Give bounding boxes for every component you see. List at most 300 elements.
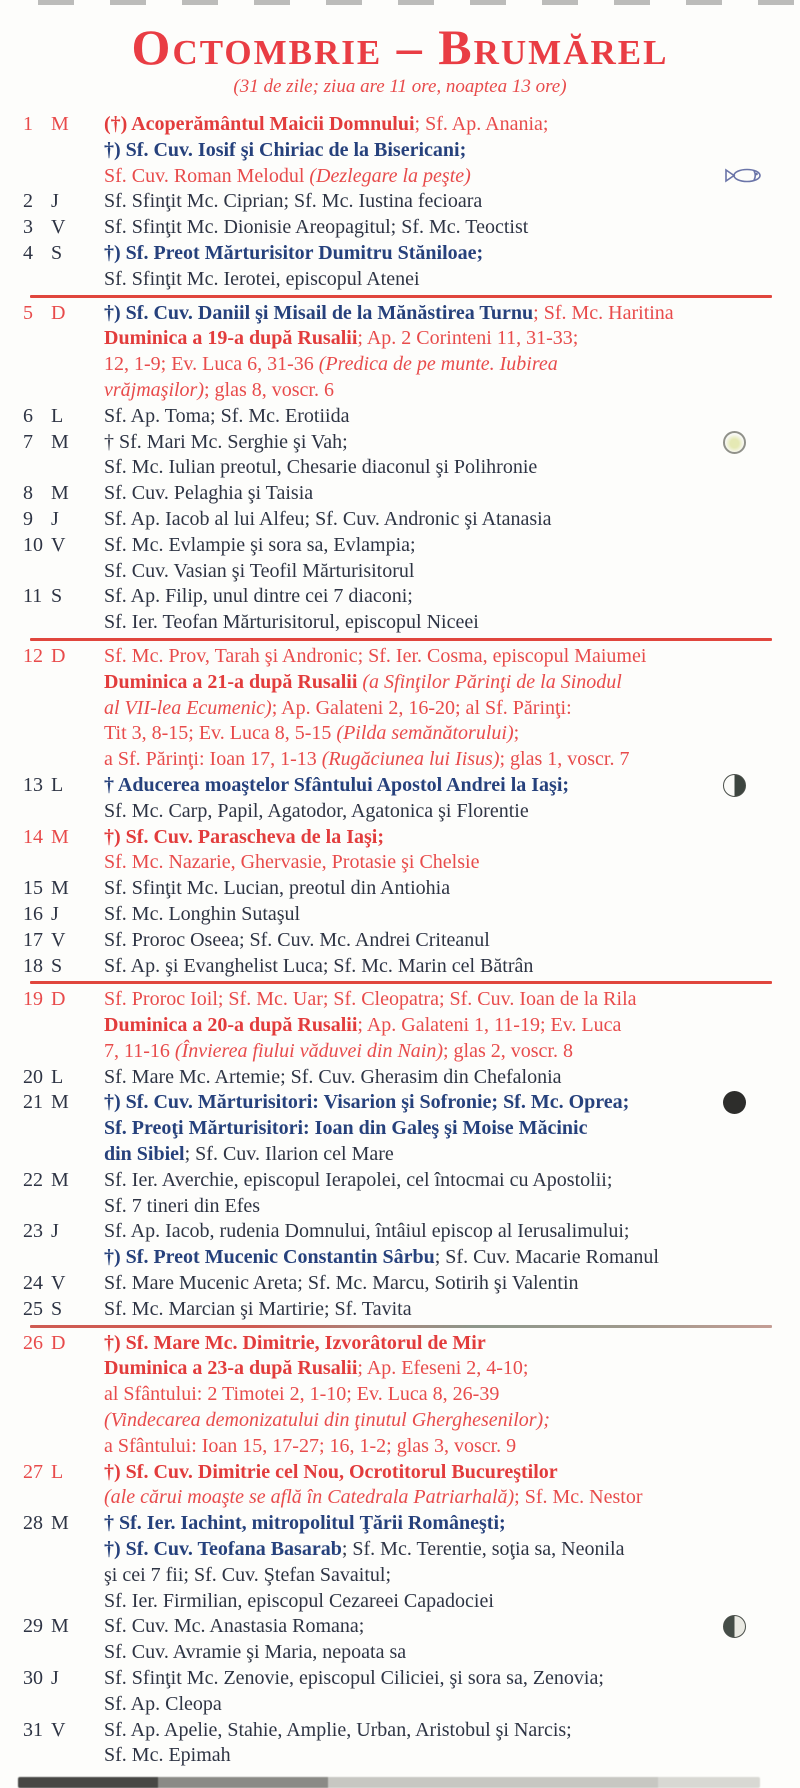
day-number: 21	[23, 1091, 43, 1114]
day-cell	[0, 1460, 104, 1486]
day-row	[0, 301, 800, 404]
day-entries	[104, 987, 800, 1064]
entry-line	[104, 1743, 800, 1769]
day-cell	[0, 189, 104, 215]
text-segment: Sf. Sfinţit Mc. Zenovie, episcopul Ciliciei, şi sora sa, Zenovia;	[104, 1667, 604, 1690]
text-segment: (†) Acoperământul Maicii Domnului	[104, 113, 415, 135]
entry-line	[104, 1434, 800, 1460]
text-segment: † Sf. Ier. Iachint, mitropolitul Ţării Româneşti;	[104, 1512, 506, 1535]
entry-line	[104, 1065, 800, 1091]
day-cell	[0, 1297, 104, 1323]
text-segment: ; Sf. Mc. Nestor	[514, 1486, 643, 1509]
day-cell	[0, 773, 104, 799]
day-number: 7	[23, 430, 33, 453]
day-row	[0, 1666, 800, 1718]
day-letter: D	[51, 301, 66, 324]
entry-line	[104, 1271, 800, 1297]
day-row	[0, 1614, 800, 1666]
day-row	[0, 430, 800, 482]
day-row	[0, 215, 800, 241]
entry-line	[104, 404, 800, 430]
day-cell	[0, 241, 104, 267]
day-cell	[0, 987, 104, 1013]
day-number: 13	[23, 773, 43, 796]
entry-line	[104, 533, 800, 559]
moon-full-glyph	[723, 431, 746, 454]
day-letter: V	[51, 928, 66, 951]
day-letter: M	[51, 1615, 69, 1638]
text-segment: † Sf. Mari Mc. Serghie şi Vah;	[104, 430, 348, 453]
day-row	[0, 533, 800, 585]
text-segment: Sf. Sfinţit Mc. Ciprian; Sf. Mc. Iustina fecioara	[104, 190, 483, 213]
day-letter: M	[51, 482, 69, 505]
entry-line	[104, 1013, 800, 1039]
text-segment: (Pilda semănătorului)	[336, 722, 514, 745]
day-number: 12	[23, 644, 43, 667]
day-row	[0, 773, 800, 825]
day-cell	[0, 481, 104, 507]
day-row	[0, 481, 800, 507]
text-segment: (Predica de pe munte. Iubirea	[318, 353, 558, 376]
text-segment: (Învierea fiului văduvei din Nain)	[174, 1039, 443, 1062]
text-segment: Sf. Preoţi Mărturisitori: Ioan din Galeş şi Moise Măcinic	[104, 1117, 588, 1140]
entry-line	[104, 430, 800, 456]
day-row	[0, 1065, 800, 1091]
day-entries	[104, 773, 800, 825]
day-row	[0, 1718, 800, 1770]
entry-line	[104, 1331, 800, 1357]
day-entries	[104, 112, 800, 189]
text-segment: Sf. 7 tineri din Efes	[104, 1194, 261, 1217]
day-row	[0, 507, 800, 533]
entry-line	[104, 902, 800, 928]
day-letter: M	[51, 113, 69, 135]
day-number: 25	[23, 1297, 43, 1320]
day-entries	[104, 1511, 800, 1614]
day-letter: S	[51, 241, 63, 264]
day-row	[0, 1168, 800, 1220]
day-letter: M	[51, 877, 69, 900]
entry-line	[104, 1297, 800, 1323]
text-segment: †) Sf. Preot Mărturisitor Dumitru Stăniloae;	[104, 241, 484, 264]
page-subtitle: (31 de zile; ziua are 11 ore, noaptea 13 ore)	[233, 76, 567, 97]
day-letter: J	[51, 902, 59, 925]
moon-new-glyph	[723, 1091, 746, 1114]
day-cell	[0, 928, 104, 954]
entry-line	[104, 825, 800, 851]
text-segment: Sf. Mare Mc. Artemie; Sf. Cuv. Gherasim din Chefalonia	[104, 1065, 562, 1088]
entry-line	[104, 954, 800, 980]
day-cell	[0, 1511, 104, 1537]
day-cell	[0, 1331, 104, 1357]
text-segment: Sf. Mc. Longhin Sutaşul	[104, 902, 301, 925]
entry-line	[104, 1194, 800, 1220]
entry-line	[104, 876, 800, 902]
moon-last-quarter-glyph	[723, 774, 746, 797]
entry-line	[104, 1219, 800, 1245]
text-segment: şi cei 7 fii; Sf. Cuv. Ştefan Savaitul;	[104, 1563, 392, 1586]
text-segment: a Sf. Părinţi: Ioan 17, 1-13	[104, 748, 322, 771]
day-cell	[0, 301, 104, 327]
entry-line	[104, 326, 800, 352]
day-letter: S	[51, 585, 63, 608]
entry-line	[104, 215, 800, 241]
day-letter: V	[51, 1718, 66, 1741]
day-entries	[104, 301, 800, 404]
day-entries	[104, 189, 800, 215]
entry-line	[104, 1356, 800, 1382]
text-segment: Sf. Sfinţit Mc. Dionisie Areopagitul; Sf. Mc. Teoctist	[104, 216, 529, 239]
day-row	[0, 987, 800, 1064]
text-segment: ; Ap. Galateni 2, 16-20; al Sf. Părinţi:	[271, 696, 572, 719]
day-letter: J	[51, 507, 59, 530]
text-segment: Duminica a 21-a după Rusalii	[104, 670, 363, 693]
text-segment: din Sibiel	[104, 1143, 185, 1166]
sunday-separator	[30, 638, 772, 641]
entry-line	[104, 1090, 800, 1116]
day-cell	[0, 1168, 104, 1194]
text-segment: Sf. Ier. Teofan Mărturisitorul, episcopul Niceei	[104, 611, 479, 634]
day-cell	[0, 902, 104, 928]
entry-line	[104, 1168, 800, 1194]
day-row	[0, 1219, 800, 1271]
day-entries	[104, 954, 800, 980]
text-segment: Sf. Ier. Averchie, episcopul Ierapolei, cel întocmai cu Apostolii;	[104, 1168, 613, 1191]
entry-line	[104, 1718, 800, 1744]
day-cell	[0, 533, 104, 559]
text-segment: Sf. Cuv. Avramie şi Maria, nepoata sa	[104, 1641, 407, 1664]
text-segment: ; Sf. Mc. Haritina	[533, 301, 674, 324]
text-segment: Sf. Mc. Epimah	[104, 1744, 231, 1767]
text-segment: †) Sf. Cuv. Mărturisitori: Visarion şi Sofronie; Sf. Mc. Oprea;	[104, 1091, 630, 1114]
day-entries	[104, 876, 800, 902]
entry-line	[104, 1460, 800, 1486]
text-segment: vrăjmaşilor)	[104, 378, 204, 401]
day-letter: J	[51, 1220, 59, 1243]
text-segment: a Sfântului: Ioan 15, 17-27; 16, 1-2; glas 3, voscr. 9	[104, 1434, 517, 1457]
day-entries	[104, 1718, 800, 1770]
text-segment: (a Sfinţilor Părinţi de la Sinodul	[362, 670, 622, 693]
entry-line	[104, 112, 800, 138]
day-row	[0, 1460, 800, 1512]
day-cell	[0, 1718, 104, 1744]
day-entries	[104, 1090, 800, 1167]
day-letter: S	[51, 1297, 63, 1320]
text-segment: Sf. Ap. Toma; Sf. Mc. Erotiida	[104, 404, 350, 427]
fish-icon	[724, 167, 764, 184]
text-segment: (ale cărui moaşte se află în Catedrala Patriarhală)	[104, 1486, 515, 1509]
day-entries	[104, 902, 800, 928]
day-number: 19	[23, 988, 43, 1011]
day-entries	[104, 928, 800, 954]
text-segment: Tit 3, 8-15; Ev. Luca 8, 5-15	[104, 722, 337, 745]
day-entries	[104, 241, 800, 293]
text-segment: 7, 11-16	[104, 1039, 175, 1062]
day-number: 26	[23, 1331, 43, 1354]
entry-line	[104, 1589, 800, 1615]
entry-line	[104, 1692, 800, 1718]
day-letter: L	[51, 1460, 64, 1483]
text-segment: Sf. Ap. Iacob, rudenia Domnului, întâiul episcop al Ierusalimului;	[104, 1220, 630, 1243]
day-number: 30	[23, 1667, 43, 1690]
text-segment: ; glas 1, voscr. 7	[499, 748, 630, 771]
day-entries	[104, 1297, 800, 1323]
text-segment: Sf. Ier. Firmilian, episcopul Cezareei Capadociei	[104, 1589, 494, 1612]
scan-artifact-bottom	[18, 1777, 760, 1788]
day-cell	[0, 1271, 104, 1297]
entry-line	[104, 1039, 800, 1065]
entry-line	[104, 1511, 800, 1537]
text-segment: (Rugăciunea lui Iisus)	[321, 748, 500, 771]
entry-line	[104, 164, 800, 190]
day-entries	[104, 1168, 800, 1220]
day-number: 16	[23, 902, 43, 925]
day-row	[0, 1271, 800, 1297]
day-letter: D	[51, 644, 66, 667]
day-entries	[104, 1666, 800, 1718]
text-segment: Sf. Ap. Cleopa	[104, 1692, 222, 1715]
day-cell	[0, 1065, 104, 1091]
day-row	[0, 241, 800, 293]
day-row	[0, 1331, 800, 1460]
day-row	[0, 189, 800, 215]
day-letter: M	[51, 1168, 69, 1191]
text-segment: Sf. Ap. Apelie, Stahie, Amplie, Urban, Aristobul şi Narcis;	[104, 1718, 572, 1741]
day-letter: S	[51, 954, 63, 977]
day-cell	[0, 1219, 104, 1245]
text-segment: Duminica a 19-a după Rusalii	[104, 327, 358, 350]
entry-line	[104, 1485, 800, 1511]
day-letter: J	[51, 1667, 59, 1690]
text-segment: Sf. Mc. Iulian preotul, Chesarie diaconul şi Polihronie	[104, 456, 538, 479]
text-segment: ; glas 2, voscr. 8	[443, 1039, 573, 1062]
day-number: 1	[23, 113, 33, 135]
day-number: 18	[23, 954, 43, 977]
day-entries	[104, 825, 800, 877]
text-segment: Sf. Ap. şi Evanghelist Luca; Sf. Mc. Marin cel Bătrân	[104, 954, 534, 977]
text-segment: Duminica a 23-a după Rusalii	[104, 1357, 358, 1380]
entry-line	[104, 799, 800, 825]
text-segment: Sf. Mare Mucenic Areta; Sf. Mc. Marcu, Sotirih şi Valentin	[104, 1272, 579, 1295]
text-segment: ; glas 8, voscr. 6	[204, 378, 334, 401]
text-segment: Sf. Cuv. Pelaghia şi Taisia	[104, 482, 314, 505]
text-segment: ; Sf. Cuv. Ilarion cel Mare	[184, 1143, 394, 1166]
entry-line	[104, 267, 800, 293]
day-entries	[104, 1331, 800, 1460]
text-segment: ; Ap. Galateni 1, 11-19; Ev. Luca	[357, 1014, 622, 1037]
day-entries	[104, 1065, 800, 1091]
text-segment: †) Sf. Cuv. Teofana Basarab	[104, 1538, 342, 1561]
day-cell	[0, 876, 104, 902]
entry-line	[104, 721, 800, 747]
scan-artifact-top	[38, 0, 794, 5]
day-number: 31	[23, 1718, 43, 1741]
day-entries	[104, 1219, 800, 1271]
day-letter: V	[51, 533, 66, 556]
day-list	[0, 112, 800, 1769]
entry-line	[104, 378, 800, 404]
day-number: 23	[23, 1220, 43, 1243]
text-segment: †) Sf. Cuv. Iosif şi Chiriac de la Bisericani;	[104, 138, 467, 161]
text-segment: Sf. Mc. Carp, Papil, Agatodor, Agatonica şi Florentie	[104, 799, 529, 822]
text-segment: Sf. Proroc Ioil; Sf. Mc. Uar; Sf. Cleopatra; Sf. Cuv. Ioan de la Rila	[104, 988, 637, 1011]
text-segment: †) Sf. Cuv. Dimitrie cel Nou, Ocrotitorul Bucureştilor	[104, 1460, 558, 1483]
text-segment: (Dezlegare la peşte)	[309, 164, 471, 187]
day-number: 14	[23, 825, 43, 848]
text-segment: Sf. Mc. Nazarie, Ghervasie, Protasie şi Chelsie	[104, 851, 480, 874]
text-segment: (Vindecarea demonizatului din ţinutul Gherghesenilor);	[104, 1409, 550, 1432]
day-cell	[0, 584, 104, 610]
entry-line	[104, 1245, 800, 1271]
day-letter: D	[51, 1331, 66, 1354]
day-number: 28	[23, 1512, 43, 1535]
entry-line	[104, 584, 800, 610]
entry-line	[104, 987, 800, 1013]
text-segment: †) Sf. Cuv. Parascheva de la Iaşi;	[104, 825, 384, 848]
day-number: 17	[23, 928, 43, 951]
sunday-separator	[30, 295, 772, 298]
entry-line	[104, 1537, 800, 1563]
day-number: 5	[23, 301, 33, 324]
day-letter: M	[51, 825, 69, 848]
day-number: 9	[23, 507, 33, 530]
day-number: 22	[23, 1168, 43, 1191]
entry-line	[104, 1640, 800, 1666]
text-segment: Sf. Ap. Iacob al lui Alfeu; Sf. Cuv. Andronic şi Atanasia	[104, 507, 552, 530]
text-segment: al Sfântului: 2 Timotei 2, 1-10; Ev. Luca 8, 26-39	[104, 1383, 500, 1406]
day-cell	[0, 112, 104, 138]
entry-line	[104, 138, 800, 164]
entry-line	[104, 455, 800, 481]
day-number: 10	[23, 533, 43, 556]
entry-line	[104, 481, 800, 507]
day-row	[0, 876, 800, 902]
entry-line	[104, 850, 800, 876]
day-number: 6	[23, 404, 33, 427]
day-row	[0, 1090, 800, 1167]
day-cell	[0, 430, 104, 456]
entry-line	[104, 773, 800, 799]
day-cell	[0, 1666, 104, 1692]
day-cell	[0, 404, 104, 430]
entry-line	[104, 1116, 800, 1142]
day-letter: M	[51, 1091, 69, 1114]
day-letter: M	[51, 1512, 69, 1535]
day-entries	[104, 584, 800, 636]
entry-line	[104, 507, 800, 533]
text-segment: †) Sf. Mare Mc. Dimitrie, Izvorâtorul de Mir	[104, 1331, 486, 1354]
entry-line	[104, 928, 800, 954]
day-letter: L	[51, 1065, 64, 1088]
day-entries	[104, 1460, 800, 1512]
entry-line	[104, 301, 800, 327]
entry-line	[104, 559, 800, 585]
entry-line	[104, 1666, 800, 1692]
day-row	[0, 928, 800, 954]
day-entries	[104, 644, 800, 773]
entry-line	[104, 670, 800, 696]
entry-line	[104, 1408, 800, 1434]
text-segment: Sf. Cuv. Vasian şi Teofil Mărturisitorul	[104, 559, 415, 582]
entry-line	[104, 747, 800, 773]
text-segment: Sf. Sfinţit Mc. Ierotei, episcopul Atenei	[104, 267, 420, 290]
day-letter: D	[51, 988, 66, 1011]
entry-line	[104, 189, 800, 215]
entry-line	[104, 696, 800, 722]
day-entries	[104, 1614, 800, 1666]
text-segment: †) Sf. Preot Mucenic Constantin Sârbu	[104, 1246, 435, 1269]
text-segment: † Aducerea moaştelor Sfântului Apostol Andrei la Iaşi;	[104, 773, 570, 796]
day-cell	[0, 507, 104, 533]
day-letter: L	[51, 404, 64, 427]
day-row	[0, 825, 800, 877]
day-number: 8	[23, 482, 33, 505]
text-segment: Sf. Mc. Marcian şi Martirie; Sf. Tavita	[104, 1297, 412, 1320]
day-cell	[0, 825, 104, 851]
entry-line	[104, 352, 800, 378]
text-segment: ; Ap. Efeseni 2, 4-10;	[357, 1357, 529, 1380]
text-segment: Sf. Cuv. Mc. Anastasia Romana;	[104, 1615, 365, 1638]
text-segment: †) Sf. Cuv. Daniil şi Misail de la Mănăstirea Turnu	[104, 301, 534, 324]
day-entries	[104, 481, 800, 507]
sunday-separator	[30, 1325, 772, 1328]
day-row	[0, 404, 800, 430]
moon-first-quarter-glyph	[723, 1615, 746, 1638]
day-letter: L	[51, 773, 64, 796]
text-segment: Sf. Ap. Filip, unul dintre cei 7 diaconi;	[104, 585, 413, 608]
day-entries	[104, 507, 800, 533]
day-row	[0, 112, 800, 189]
text-segment: ; Sf. Cuv. Macarie Romanul	[434, 1246, 659, 1269]
day-number: 2	[23, 190, 33, 213]
day-entries	[104, 533, 800, 585]
day-number: 27	[23, 1460, 43, 1483]
entry-line	[104, 1614, 800, 1640]
day-number: 11	[23, 585, 43, 608]
day-number: 20	[23, 1065, 43, 1088]
day-entries	[104, 1271, 800, 1297]
day-row	[0, 584, 800, 636]
entry-line	[104, 610, 800, 636]
text-segment: ; Sf. Mc. Terentie, soţia sa, Neonila	[341, 1538, 625, 1561]
day-cell	[0, 1614, 104, 1640]
day-entries	[104, 430, 800, 482]
text-segment: Sf. Proroc Oseea; Sf. Cuv. Mc. Andrei Criteanul	[104, 928, 490, 951]
page-title: Octombrie – Brumărel	[131, 19, 669, 75]
day-number: 29	[23, 1615, 43, 1638]
entry-line	[104, 644, 800, 670]
text-segment: Sf. Mc. Evlampie şi sora sa, Evlampia;	[104, 533, 416, 556]
text-segment: ; Sf. Ap. Anania;	[414, 113, 549, 135]
day-cell	[0, 954, 104, 980]
day-number: 4	[23, 241, 33, 264]
day-letter: J	[51, 190, 59, 213]
day-row	[0, 1511, 800, 1614]
day-number: 24	[23, 1272, 43, 1295]
entry-line	[104, 1563, 800, 1589]
day-row	[0, 644, 800, 773]
entry-line	[104, 241, 800, 267]
text-segment: Sf. Cuv. Roman Melodul	[104, 164, 310, 187]
day-cell	[0, 215, 104, 241]
day-letter: V	[51, 1272, 66, 1295]
day-cell	[0, 644, 104, 670]
day-row	[0, 1297, 800, 1323]
text-segment: 12, 1-9; Ev. Luca 6, 31-36	[104, 353, 319, 376]
day-entries	[104, 404, 800, 430]
day-number: 3	[23, 216, 33, 239]
text-segment: ; Ap. 2 Corinteni 11, 31-33;	[357, 327, 579, 350]
